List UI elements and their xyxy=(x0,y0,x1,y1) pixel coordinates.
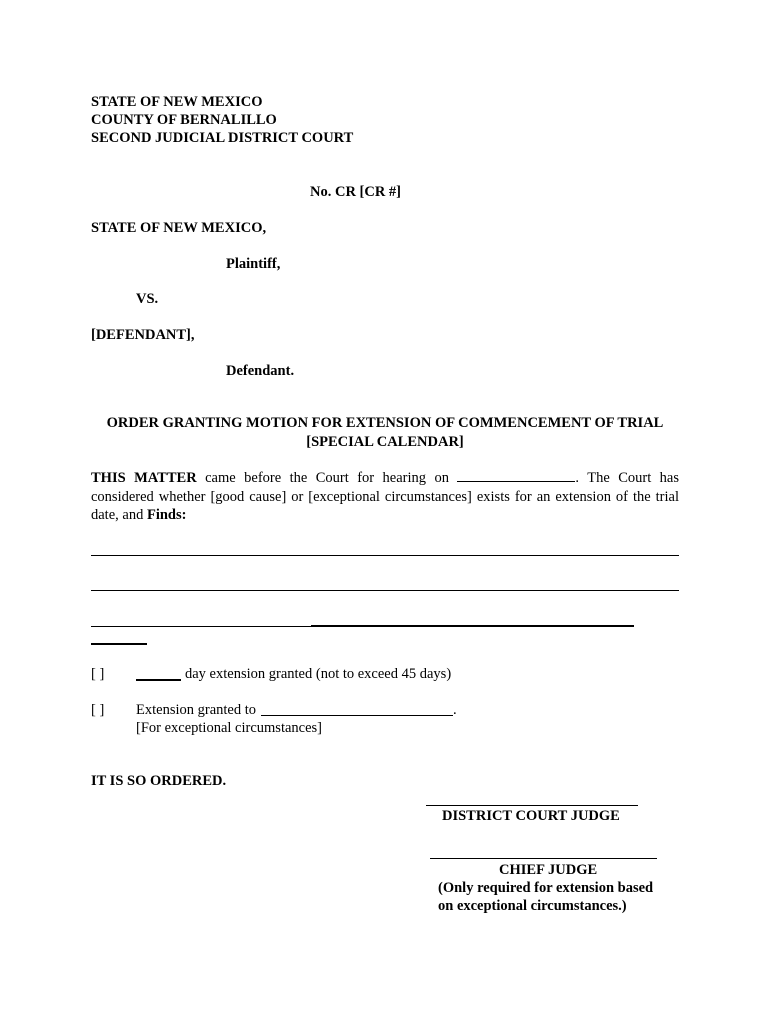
chief-judge-signature-line[interactable] xyxy=(430,858,657,859)
day-count-blank[interactable] xyxy=(136,679,181,681)
versus-label: VS. xyxy=(136,291,159,307)
court-name: SECOND JUDICIAL DISTRICT COURT xyxy=(91,130,354,146)
order-subtitle: [SPECIAL CALENDAR] xyxy=(306,434,464,450)
checkbox-extension-date[interactable]: [ ] xyxy=(91,702,105,718)
chief-judge-note-2: on exceptional circumstances.) xyxy=(438,898,627,914)
chief-judge-label: CHIEF JUDGE xyxy=(499,862,598,878)
extension-granted-text: Extension granted to xyxy=(136,702,257,718)
finds-label: Finds: xyxy=(146,507,187,523)
extension-date-blank[interactable] xyxy=(261,715,453,716)
district-judge-label: DISTRICT COURT JUDGE xyxy=(442,808,620,824)
findings-line-4[interactable] xyxy=(91,643,147,645)
court-county: COUNTY OF BERNALILLO xyxy=(91,112,277,128)
order-body-paragraph xyxy=(91,469,679,525)
findings-line-3b[interactable] xyxy=(311,625,634,627)
district-judge-signature-line[interactable] xyxy=(426,805,638,806)
extension-date-period: . xyxy=(453,702,457,718)
plaintiff-name: STATE OF NEW MEXICO, xyxy=(91,220,267,236)
body-text-hearing: came before the Court for hearing on xyxy=(196,470,458,486)
defendant-label: Defendant. xyxy=(226,363,295,379)
case-number: No. CR [CR #] xyxy=(310,184,402,200)
findings-line-3a[interactable] xyxy=(91,626,311,627)
chief-judge-note-1: (Only required for extension based xyxy=(438,880,654,896)
exceptional-circumstances-note: [For exceptional circumstances] xyxy=(136,720,323,736)
this-matter-lead: THIS MATTER xyxy=(91,470,197,486)
checkbox-day-extension[interactable]: [ ] xyxy=(91,666,105,682)
day-extension-text: day extension granted (not to exceed 45 days) xyxy=(185,666,452,682)
court-state: STATE OF NEW MEXICO xyxy=(91,94,263,110)
order-title: ORDER GRANTING MOTION FOR EXTENSION OF COMMENCEMENT OF TRIAL xyxy=(106,415,664,431)
plaintiff-label: Plaintiff, xyxy=(226,256,281,272)
hearing-date-blank[interactable] xyxy=(457,470,575,482)
defendant-name: [DEFENDANT], xyxy=(91,327,195,343)
so-ordered: IT IS SO ORDERED. xyxy=(91,773,227,789)
body-text-considered: . The Court has considered whether [good cause] or [exceptional circumstances] exists for an extension of the trial date, and xyxy=(91,470,679,523)
findings-line-1[interactable] xyxy=(91,555,679,556)
findings-line-2[interactable] xyxy=(91,590,679,591)
